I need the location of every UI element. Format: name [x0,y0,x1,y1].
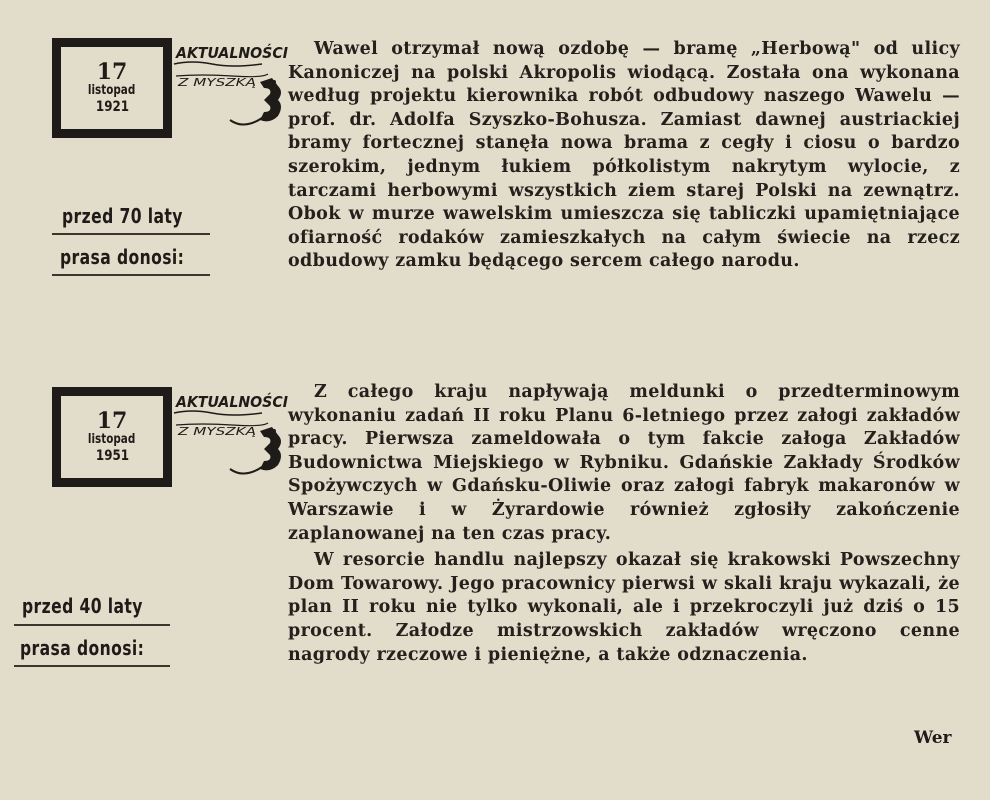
date-day: 17 [96,408,128,434]
divider [14,665,170,667]
article-paragraph: Z całego kraju napływają meldunki o przedterminowym wykonaniu zadań II roku Planu 6-letniego przez załogi zakładów pracy. Pierwsza zameldowała o tym fakcie załoga Zakładów Budownictwa Miejskiego w Rybniku. Gdańskie Zakłady Środków Spożywczych w Gdańsku-Oliwie oraz załogi fabryk makaronów w Warszawie i w Żyrardowie również zgłosiły zakończenie zaplanowanej na ten czas pracy. [288,382,960,544]
article-1951 [288,381,960,667]
logo-text-top: AKTUALNOŚCI [176,44,295,62]
divider [52,274,210,276]
article-1921 [288,38,960,274]
article-paragraph: W resorcie handlu najlepszy okazał się krakowski Powszechny Dom Towarowy. Jego pracownicy pierwsi w skali kraju wykazali, że plan II roku nie tylko wykonali, ale i przekroczyli już dziś o 15 procent. Załodze mistrzowskich zakładów wręczono cenne nagrody rzeczowe i pieniężne, a także odznaczenia. [288,550,960,665]
logo-text-bottom: Z MYSZKĄ [176,76,256,89]
date-month: listopad [88,432,136,447]
aktualnosci-mouse-logo [172,389,297,489]
date-year: 1951 [95,448,129,464]
date-year: 1921 [95,99,129,115]
date-box-1921 [52,38,172,138]
press-reports-label: prasa donosi: [20,636,145,660]
date-day: 17 [96,59,128,85]
author-signature: Wer [914,728,952,748]
aktualnosci-mouse-logo [172,40,297,140]
logo-text-bottom: Z MYSZKĄ [176,425,256,438]
article-paragraph: Wawel otrzymał nową ozdobę — bramę „Herbową" od ulicy Kanoniczej na polski Akropolis wiodącą. Została ona wykonana według projektu kierownika robót odbudowy naszego Wawelu — prof. dr. Adolfa Szyszko-Bohusza. Zamiast dawnej austriackiej bramy fortecznej stanęła nowa brama z cegły i ciosu o bardzo szerokim, jednym łukiem półkolistym nakrytym wylocie, z tarczami herbowymi wszystkich ziem starej Polski na zewnątrz. Obok w murze wawelskim umieszcza się tabliczki upamiętniające ofiarność rodaków zamieszkałych na całym świecie na rzecz odbudowy zamku będącego sercem całego narodu. [288,39,960,272]
years-ago-label: przed 70 laty [62,204,183,228]
years-ago-label: przed 40 laty [22,594,143,618]
date-month: listopad [88,83,136,98]
divider [52,233,210,235]
date-box-1951 [52,387,172,487]
press-reports-label: prasa donosi: [60,245,185,269]
divider [14,624,170,626]
logo-text-top: AKTUALNOŚCI [176,393,295,411]
